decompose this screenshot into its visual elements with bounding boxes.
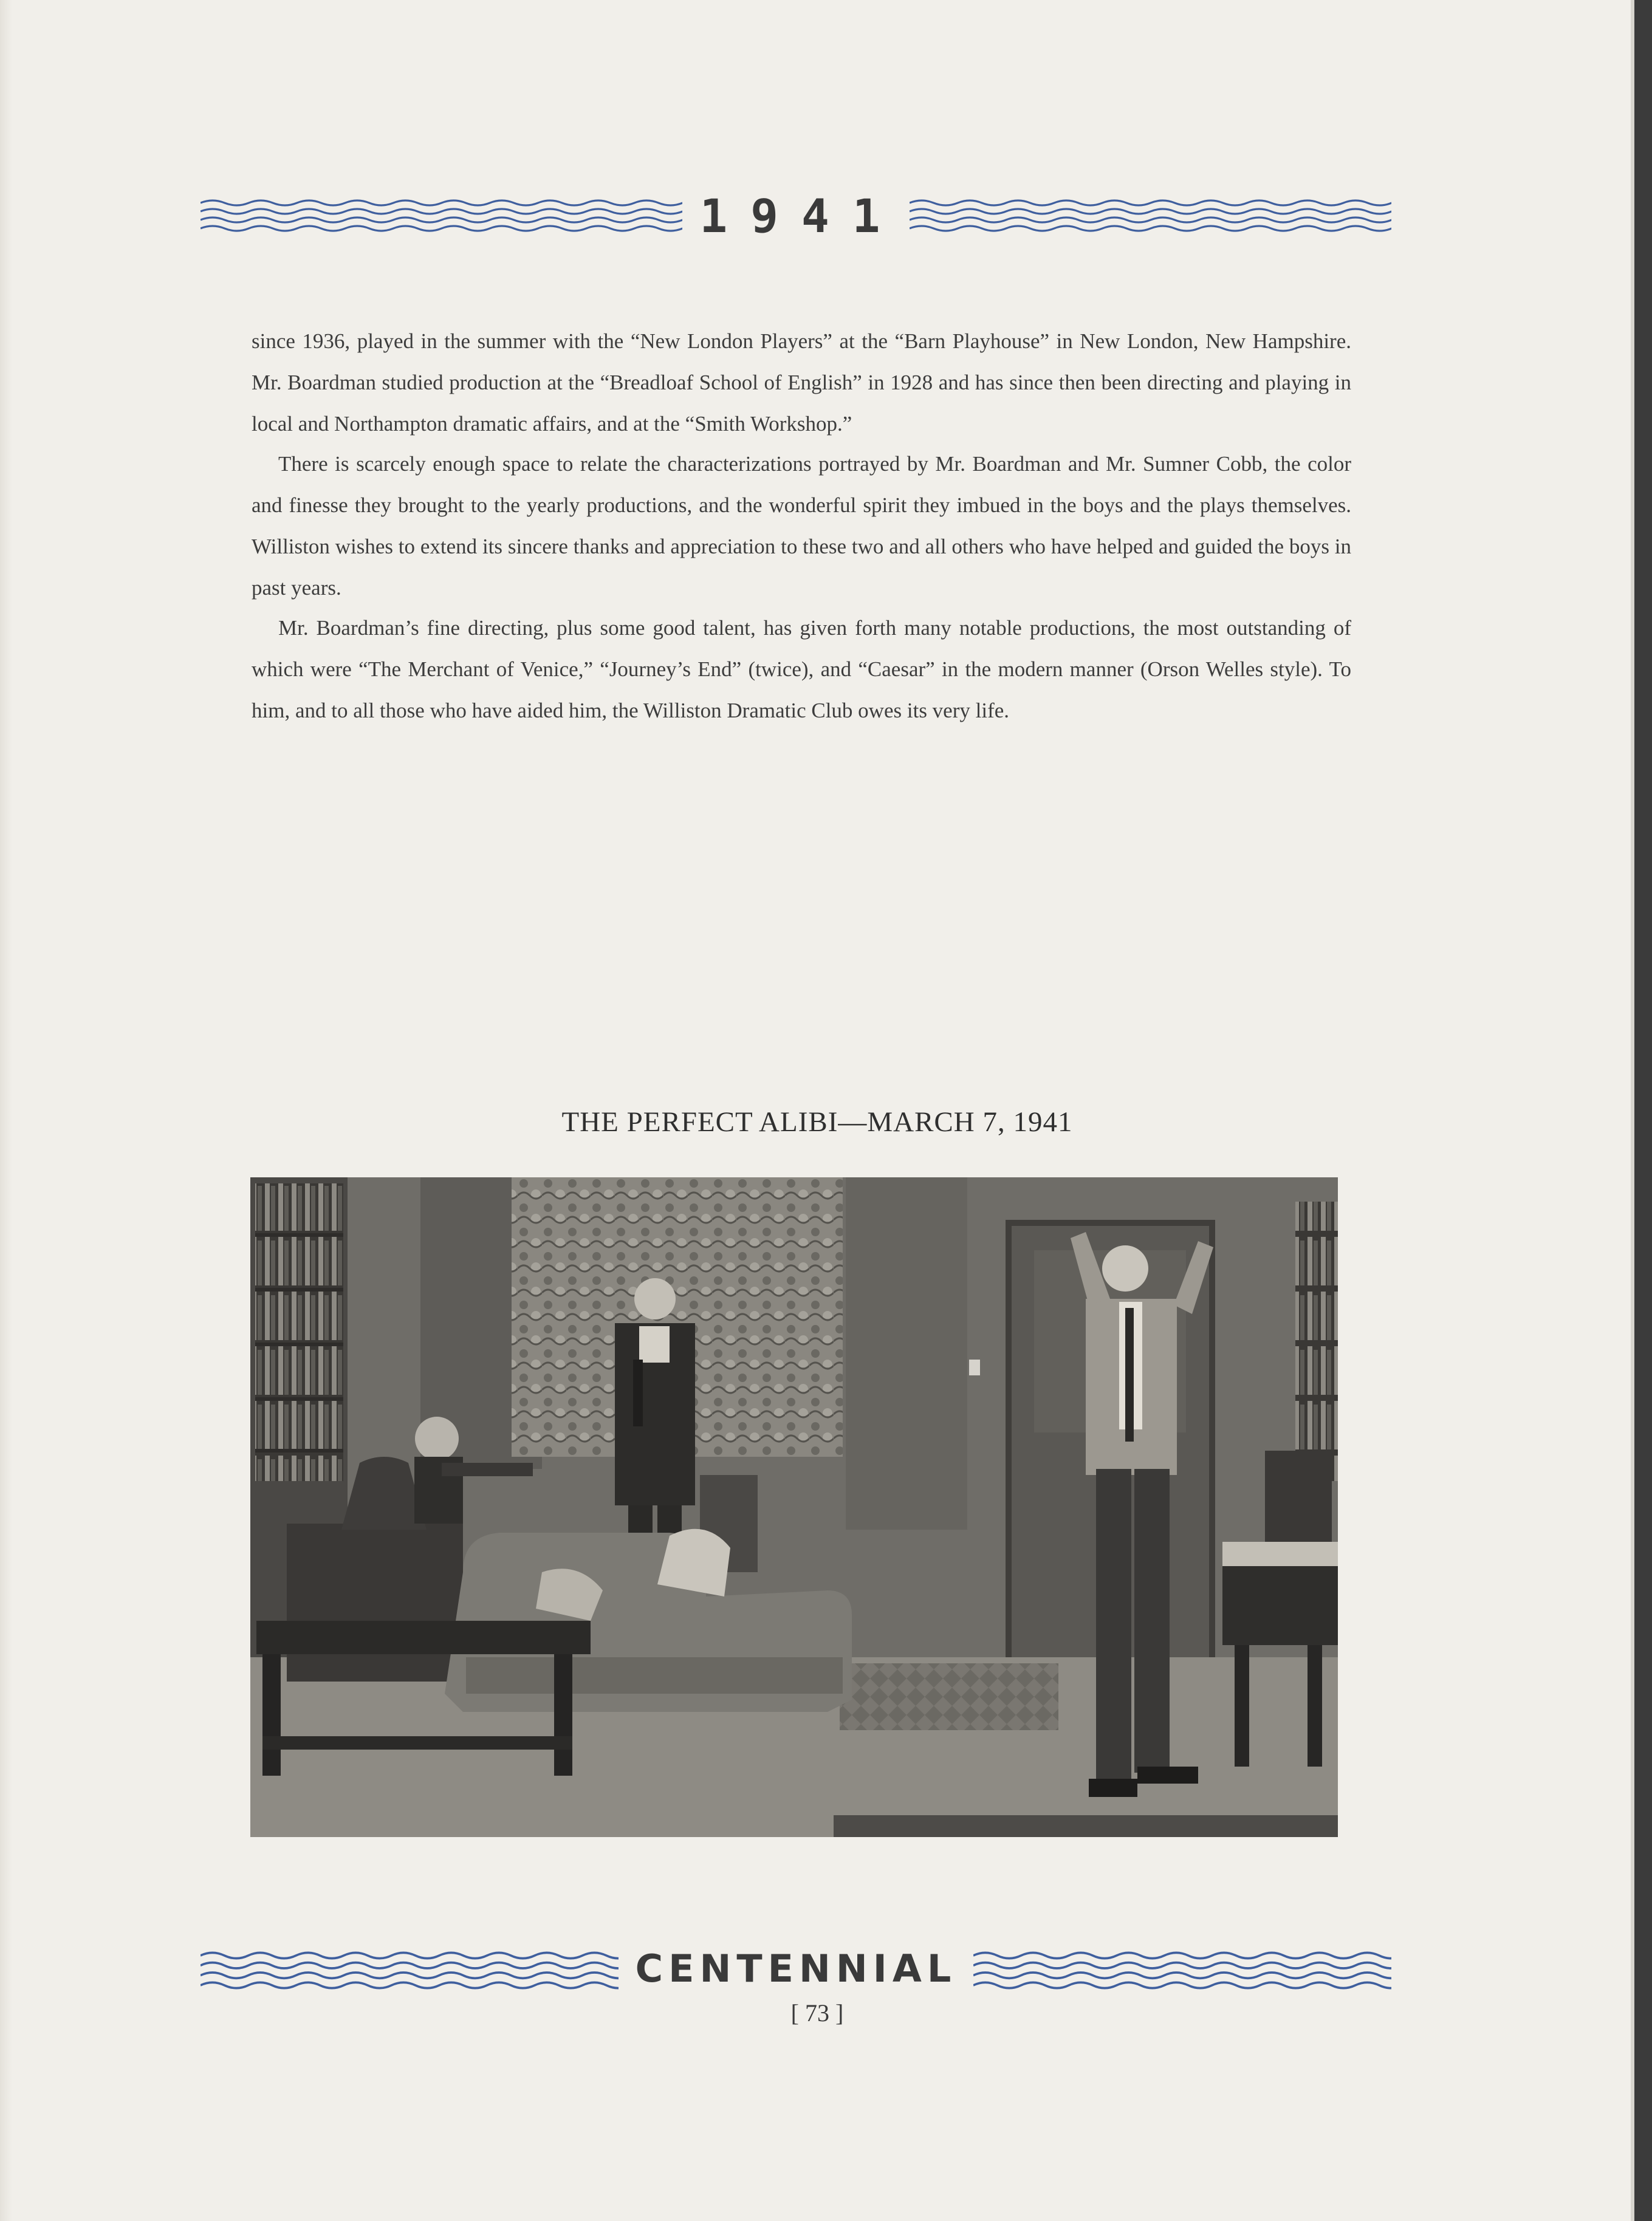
page-year-heading: 1941 xyxy=(699,188,903,243)
paragraph-1: since 1936, played in the summer with the “New London Players” at the “Barn Playhouse” in New London, New Hampshire. Mr. Boardman studied production at the “Breadloaf School of English” in 1928 and has since then been directing and playing in local and Northampton dramatic affairs, and at the “Smith Workshop.” xyxy=(252,329,1351,436)
wave-ornament-right xyxy=(973,1947,1391,1990)
footer-band xyxy=(201,1944,1391,1993)
photo-caption: THE PERFECT ALIBI—MARCH 7, 1941 xyxy=(561,1106,1073,1138)
footer-title: CENTENNIAL xyxy=(635,1946,957,1991)
wave-ornament-left xyxy=(201,1947,619,1990)
paragraph-3: Mr. Boardman’s fine directing, plus some good talent, has given forth many notable productions, the most outstanding of which were “The Merchant of Venice,” “Journey’s End” (twice), and “Caesar” in the modern manner (Orson Welles style). To him, and to all those who have aided him, the Williston Dramatic Club owes its very life. xyxy=(252,616,1351,722)
page-number: [ 73 ] xyxy=(790,1999,844,2027)
wave-ornament-left xyxy=(201,194,682,237)
article-body xyxy=(252,321,1351,730)
header-band xyxy=(201,188,1391,243)
wave-ornament-right xyxy=(910,194,1391,237)
paragraph-2: There is scarcely enough space to relate the characterizations portrayed by Mr. Boardman and Mr. Sumner Cobb, the color and finesse they brought to the yearly productions, and the wonderful spirit they imbued in the boys and the plays themselves. Williston wishes to extend its sincere thanks and appreciation to these two and all others who have helped and guided the boys in past years. xyxy=(252,452,1351,600)
stage-photograph xyxy=(250,1177,1338,1837)
